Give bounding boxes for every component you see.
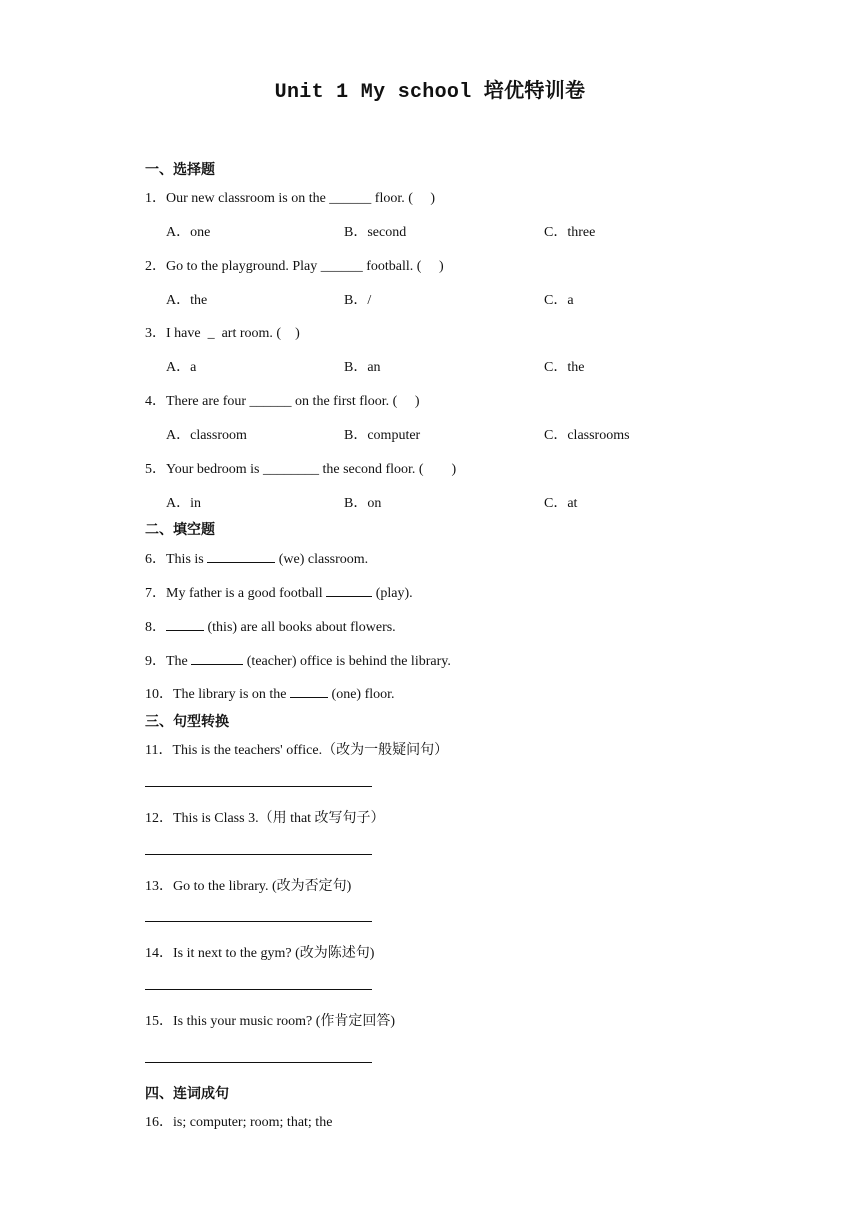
option-a: A．classroom [166, 428, 247, 443]
option-b: B．an [344, 360, 381, 375]
answer-blank[interactable] [166, 616, 204, 631]
question-text: 8． [145, 620, 166, 635]
question-16: 16．is; computer; room; that; the [145, 1115, 333, 1130]
answer-line[interactable] [145, 854, 372, 855]
question-11: 11．This is the teachers' office.（改为一般疑问句） [145, 743, 449, 758]
question-2: 2．Go to the playground. Play ______ football. ( ) [145, 259, 444, 274]
question-13: 13．Go to the library. (改为否定句) [145, 879, 352, 894]
answer-blank[interactable] [326, 582, 372, 597]
option-c: C．the [544, 360, 585, 375]
question-text: 10．The library is on the [145, 687, 291, 702]
question-12: 12．This is Class 3.（用 that 改写句子） [145, 811, 385, 826]
option-c: C．three [544, 225, 596, 240]
option-c: C．at [544, 496, 578, 511]
question-text: (we) classroom. [275, 552, 369, 567]
options-3 [166, 356, 726, 374]
option-a: A．the [166, 293, 208, 308]
question-4: 4．There are four ______ on the first floor. ( ) [145, 394, 420, 409]
question-6 [145, 548, 368, 568]
question-5: 5．Your bedroom is ________ the second floor. ( ) [145, 462, 457, 477]
answer-line[interactable] [145, 989, 372, 990]
option-a: A．one [166, 225, 211, 240]
section-heading-fill: 二、填空题 [145, 522, 215, 538]
answer-line[interactable] [145, 921, 372, 922]
question-text: 6．This is [145, 552, 208, 567]
page-title: Unit 1 My school 培优特训卷 [274, 81, 586, 104]
question-3: 3．I have _ art room. ( ) [145, 326, 300, 341]
question-text: 9．The [145, 654, 192, 669]
option-b: B．on [344, 496, 382, 511]
option-b: B．computer [344, 428, 421, 443]
question-8 [145, 616, 396, 636]
option-a: A．a [166, 360, 197, 375]
options-5 [166, 492, 726, 510]
options-4 [166, 424, 726, 442]
question-text: (this) are all books about flowers. [204, 620, 396, 635]
question-text: (one) floor. [328, 687, 395, 702]
question-1: 1．Our new classroom is on the ______ floor. ( ) [145, 191, 436, 206]
question-9 [145, 650, 451, 670]
options-2 [166, 289, 726, 307]
question-7 [145, 582, 413, 602]
question-text: 7．My father is a good football [145, 586, 327, 601]
answer-blank[interactable] [191, 650, 243, 665]
option-b: B．second [344, 225, 407, 240]
question-14: 14．Is it next to the gym? (改为陈述句) [145, 946, 375, 961]
option-a: A．in [166, 496, 201, 511]
section-heading-choice: 一、选择题 [145, 162, 215, 178]
answer-line[interactable] [145, 1062, 372, 1063]
question-text: (play). [372, 586, 413, 601]
section-heading-order: 四、连词成句 [145, 1086, 229, 1102]
answer-line[interactable] [145, 786, 372, 787]
question-15: 15．Is this your music room? (作肯定回答) [145, 1014, 396, 1029]
question-text: (teacher) office is behind the library. [243, 654, 451, 669]
options-1 [166, 221, 726, 239]
answer-blank[interactable] [207, 548, 275, 563]
option-c: C．a [544, 293, 574, 308]
question-10 [145, 683, 395, 703]
answer-blank[interactable] [290, 683, 328, 698]
option-c: C．classrooms [544, 428, 630, 443]
section-heading-transform: 三、句型转换 [145, 714, 229, 730]
option-b: B．/ [344, 293, 372, 308]
